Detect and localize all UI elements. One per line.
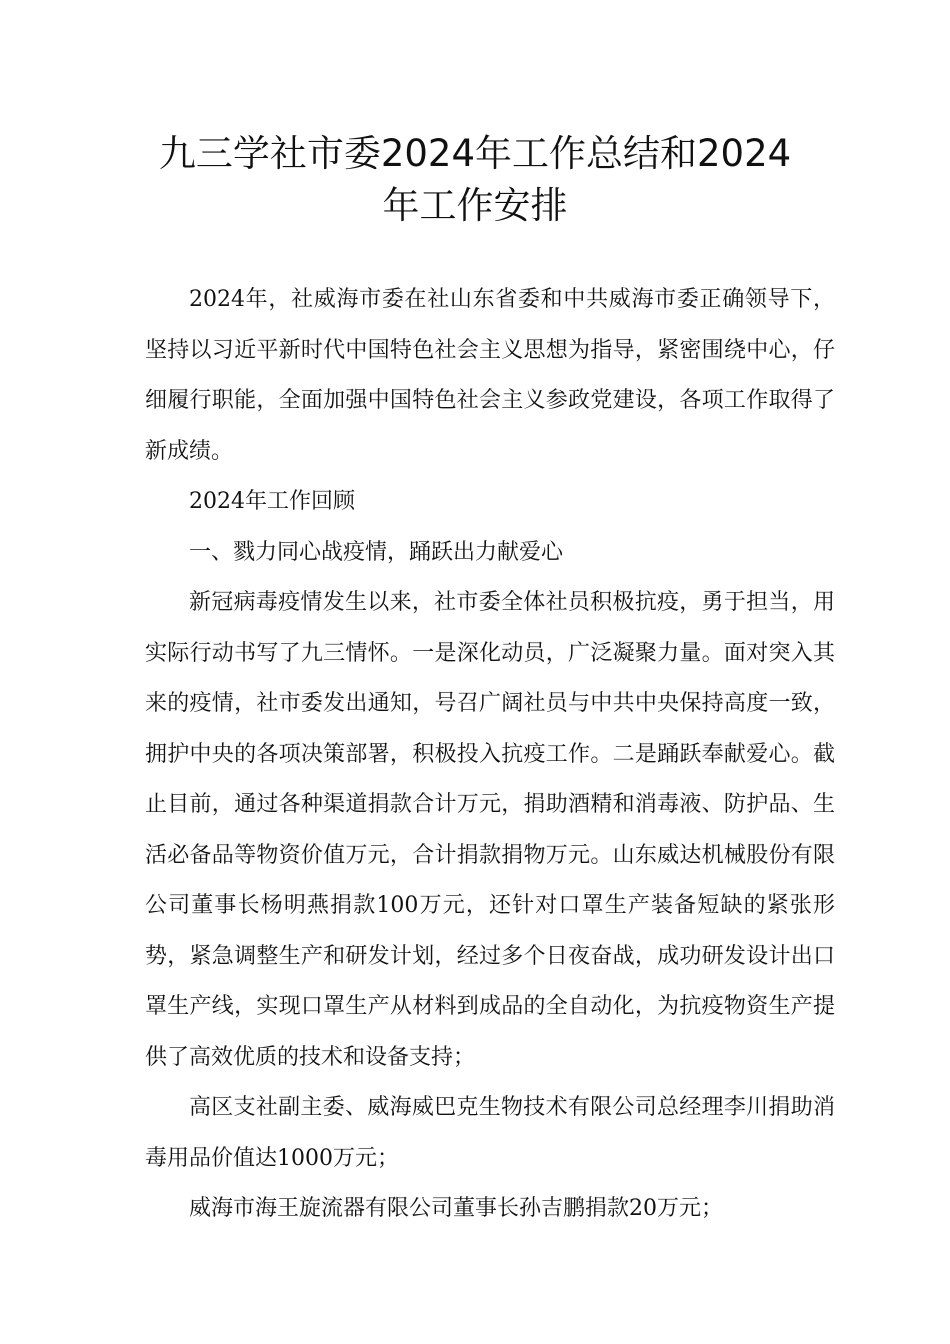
section-heading-1: 一、戮力同心战疫情，踊跃出力献爱心	[189, 539, 564, 565]
paragraph-intro: 2024年，社威海市委在社山东省委和中共威海市委正确领导下，坚持以习近平新时代中国特色社会主义思想为指导，紧密围绕中心，仔细履行职能，全面加强中国特色社会主义参政党建设，各项工作取得了新成绩。	[145, 287, 835, 464]
title-line-1: 九三学社市委2024年工作总结和2024	[158, 132, 792, 175]
document-title	[100, 128, 850, 232]
section-heading-review: 2024年工作回顾	[189, 489, 355, 514]
paragraph-donation-li: 高区支社副主委、威海威巴克生物技术有限公司总经理李川捐助消毒用品价值达1000万元；	[145, 1095, 835, 1171]
paragraph-epidemic: 新冠病毒疫情发生以来，社市委全体社员积极抗疫，勇于担当，用实际行动书写了九三情怀。一是深化动员，广泛凝聚力量。面对突入其来的疫情，社市委发出通知，号召广阔社员与中共中央保持高度一致，拥护中央的各项决策部署，积极投入抗疫工作。二是踊跃奉献爱心。截止目前，通过各种渠道捐款合计万元，捐助酒精和消毒液、防护品、生活必备品等物资价值万元，合计捐款捐物万元。山东威达机械股份有限公司董事长杨明燕捐款100万元，还针对口罩生产装备短缺的紧张形势，紧急调整生产和研发计划，经过多个日夜奋战，成功研发设计出口罩生产线，实现口罩生产从材料到成品的全自动化，为抗疫物资生产提供了高效优质的技术和设备支持；	[145, 590, 835, 1070]
title-line-2: 年工作安排	[382, 184, 568, 227]
paragraph-donation-sun: 威海市海王旋流器有限公司董事长孙吉鹏捐款20万元；	[189, 1196, 723, 1221]
document-body	[145, 275, 835, 1235]
